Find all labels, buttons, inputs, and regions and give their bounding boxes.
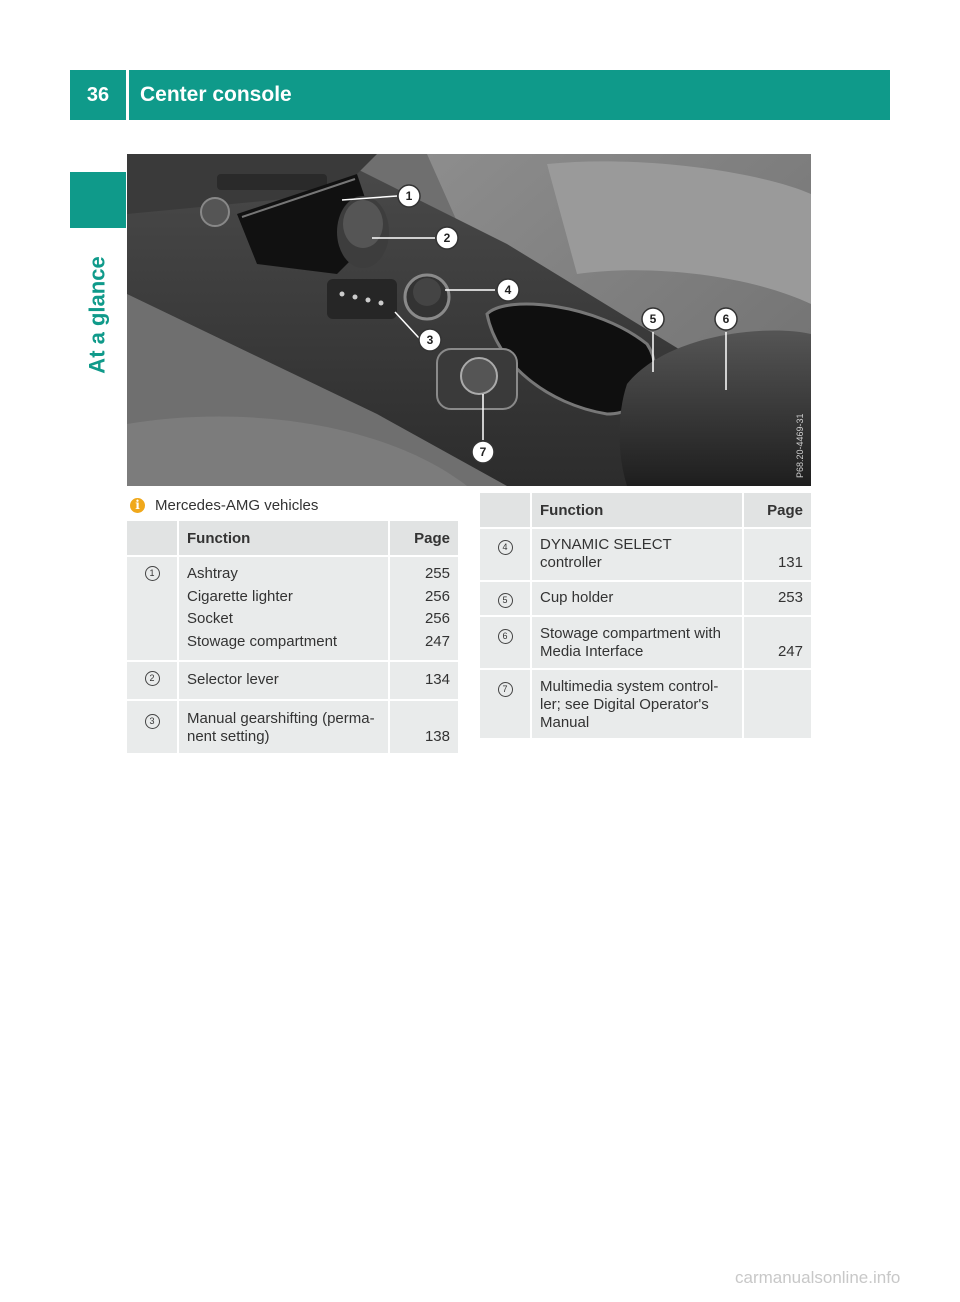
row-number: 7 [480,669,531,739]
callout-3: 3 [426,333,434,347]
row-function: Stowage compartment with Media Interface [531,616,743,669]
table-header-page: Page [389,521,458,556]
header-divider [126,70,129,120]
table-header-page: Page [743,493,811,528]
row-page[interactable]: 253 [743,581,811,616]
row-number: 5 [480,581,531,616]
table-row [480,581,811,616]
row-number: 1 [127,556,178,661]
row-page[interactable]: 247 [743,616,811,669]
row-function: Manual gearshifting (perma- nent setting) [178,700,389,754]
table-row [480,669,811,739]
table-row [127,661,458,700]
table-row [127,700,458,754]
center-console-photo [127,154,811,486]
row-page[interactable]: 138 [389,700,458,754]
row-function: Selector lever [178,661,389,700]
row-number: 3 [127,700,178,754]
callout-2: 2 [443,231,451,245]
page-number: 36 [86,83,110,106]
table-header-row [480,493,811,528]
row-function: Cup holder [531,581,743,616]
info-icon: i [130,498,145,513]
row-page[interactable]: 131 [743,528,811,581]
table-header-row [127,521,458,556]
row-page[interactable]: 134 [389,661,458,700]
table-header-num [480,493,531,528]
callout-7: 7 [479,445,487,459]
row-number: 4 [480,528,531,581]
callout-6: 6 [722,312,730,326]
row-page[interactable]: 255 256 256 247 [389,556,458,661]
table-header-function: Function [178,521,389,556]
table-row [127,556,458,661]
table-header-num [127,521,178,556]
callout-1: 1 [405,189,413,203]
callout-4: 4 [504,283,512,297]
side-tab[interactable] [70,230,126,400]
image-code: P68.20-4469-31 [795,413,805,478]
table-row [480,528,811,581]
info-note [130,495,318,515]
side-tab-marker [70,172,126,228]
row-page [743,669,811,739]
side-tab-label: At a glance [85,256,110,374]
table-header-function: Function [531,493,743,528]
function-table-left [127,521,458,755]
row-function: Ashtray Cigarette lighter Socket Stowage compartment [178,556,389,661]
function-table-right [480,493,811,740]
callout-5: 5 [649,312,657,326]
row-function: DYNAMIC SELECT controller [531,528,743,581]
table-row [480,616,811,669]
info-note-text: Mercedes-AMG vehicles [155,496,319,514]
row-function: Multimedia system control- ler; see Digital Operator's Manual [531,669,743,739]
section-title: Center console [140,83,292,106]
watermark: carmanualsonline.info [735,1268,901,1287]
row-number: 6 [480,616,531,669]
row-number: 2 [127,661,178,700]
